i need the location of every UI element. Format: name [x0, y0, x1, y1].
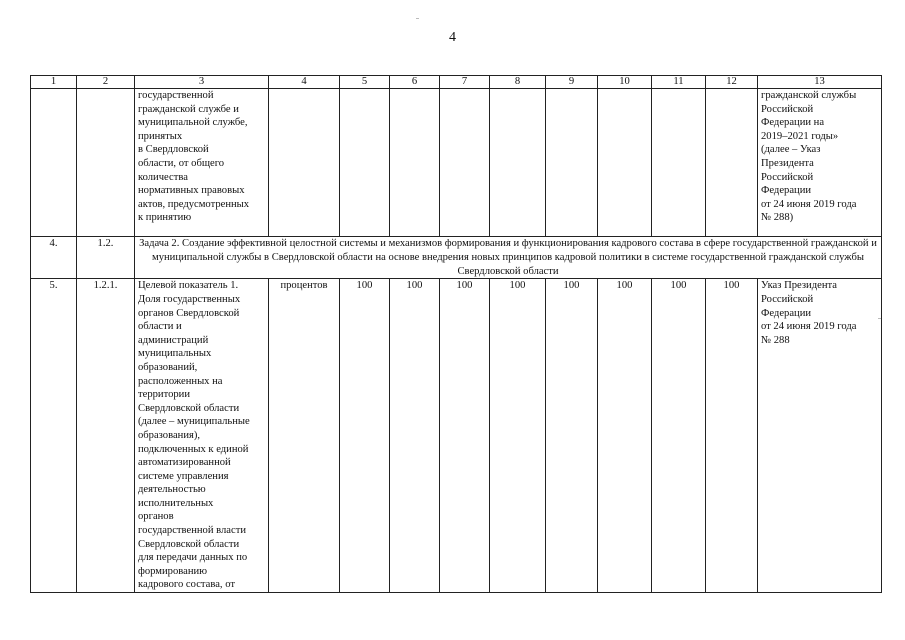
row-code: 1.2. [77, 237, 135, 279]
empty-cell [390, 89, 440, 237]
value-cell: 100 [598, 279, 652, 593]
task-row [31, 237, 882, 279]
indicators-table [30, 75, 882, 593]
indicator-text: Целевой показатель 1. Доля государственных органов Свердловской области и администраций муниципальных образований, расположенных на территории Свердловской области (далее – муниципальные образования), подключенных к единой автоматизированной системе управления деятельностью исполнительных органов государственной власти Свердловской области для передачи данных по формированию кадрового состава, от [135, 279, 269, 593]
header-cell: 4 [269, 76, 340, 89]
row-number: 4. [31, 237, 77, 279]
page-number: 4 [449, 30, 456, 45]
source-text-continued: гражданской службы Российской Федерации на 2019–2021 годы» (далее – Указ Президента Российской Федерации от 24 июня 2019 года № 288) [758, 89, 882, 237]
empty-cell [652, 89, 706, 237]
value-cell: 100 [340, 279, 390, 593]
empty-cell [706, 89, 758, 237]
header-cell: 7 [440, 76, 490, 89]
source-text: Указ Президента Российской Федерации от 24 июня 2019 года № 288 [758, 279, 882, 593]
row-number: 5. [31, 279, 77, 593]
indicator-text-continued: государственной гражданской службе и муниципальной службе, принятых в Свердловской области, от общего количества нормативных правовых актов, предусмотренных к принятию [135, 89, 269, 237]
value-cell: 100 [490, 279, 546, 593]
header-row [31, 76, 882, 89]
value-cell: 100 [706, 279, 758, 593]
value-cell: 100 [390, 279, 440, 593]
empty-cell [546, 89, 598, 237]
continuation-row [31, 89, 882, 237]
scan-speck [878, 318, 881, 319]
value-cell: 100 [546, 279, 598, 593]
header-cell: 6 [390, 76, 440, 89]
header-cell: 8 [490, 76, 546, 89]
empty-cell [598, 89, 652, 237]
empty-cell [340, 89, 390, 237]
header-cell: 11 [652, 76, 706, 89]
unit-cell: процентов [269, 279, 340, 593]
value-cell: 100 [652, 279, 706, 593]
value-cell: 100 [440, 279, 490, 593]
empty-cell [77, 89, 135, 237]
header-cell: 2 [77, 76, 135, 89]
empty-cell [31, 89, 77, 237]
task-title: Задача 2. Создание эффективной целостной системы и механизмов формирования и функционирования кадрового состава в сфере государственной гражданской и муниципальной службы в Свердловской области на основе внедрения новых принципов кадровой политики в системе государственной гражданской службы Свердловской области [135, 237, 882, 279]
header-cell: 10 [598, 76, 652, 89]
scan-speck [416, 18, 419, 19]
header-cell: 5 [340, 76, 390, 89]
header-cell: 3 [135, 76, 269, 89]
empty-cell [440, 89, 490, 237]
header-cell: 12 [706, 76, 758, 89]
indicator-row [31, 279, 882, 593]
empty-cell [490, 89, 546, 237]
header-cell: 9 [546, 76, 598, 89]
header-cell: 13 [758, 76, 882, 89]
header-cell: 1 [31, 76, 77, 89]
empty-cell [269, 89, 340, 237]
row-code: 1.2.1. [77, 279, 135, 593]
